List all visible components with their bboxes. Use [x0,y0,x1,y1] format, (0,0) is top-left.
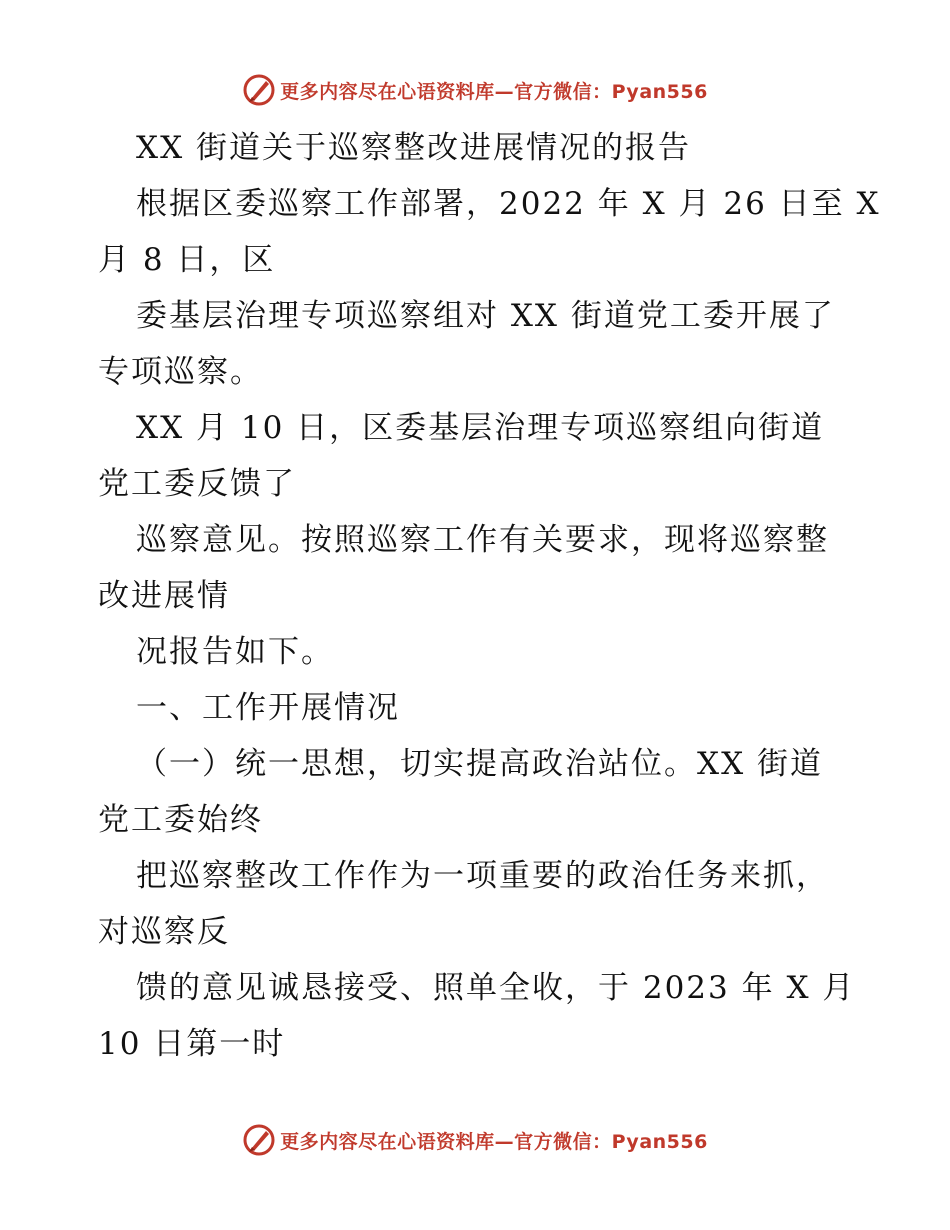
document-line: （一）统一思想，切实提高政治站位。XX 街道 [136,746,823,782]
document-line: XX 月 10 日，区委基层治理专项巡察组向街道 [136,410,825,446]
document-line: 况报告如下。 [136,634,334,670]
document-line: 改进展情 [98,578,230,614]
document-line: 对巡察反 [98,914,230,950]
document-line: 党工委始终 [98,802,263,838]
header-banner [0,70,950,110]
footer-banner [0,1120,950,1160]
document-line: 根据区委巡察工作部署，2022 年 X 月 26 日至 X [136,186,881,222]
footer-banner-text: 更多内容尽在心语资料库—官方微信：Pyan556 [280,1130,708,1153]
document-line: 委基层治理专项巡察组对 XX 街道党工委开展了 [136,298,835,334]
quill-pen-logo-icon [242,73,276,107]
document-line: 巡察意见。按照巡察工作有关要求，现将巡察整 [136,522,829,558]
header-banner-text: 更多内容尽在心语资料库—官方微信：Pyan556 [280,80,708,103]
quill-pen-logo-icon [242,1123,276,1157]
document-line: 党工委反馈了 [98,466,296,502]
document-line: 月 8 日，区 [98,242,276,278]
document-line: 馈的意见诚恳接受、照单全收，于 2023 年 X 月 [136,970,856,1006]
document-line: 专项巡察。 [98,354,263,390]
document-line: 10 日第一时 [98,1026,286,1062]
document-body [98,120,881,1072]
document-line: XX 街道关于巡察整改进展情况的报告 [136,130,691,166]
document-line: 把巡察整改工作作为一项重要的政治任务来抓， [136,858,829,894]
document-line: 一、工作开展情况 [136,690,400,726]
